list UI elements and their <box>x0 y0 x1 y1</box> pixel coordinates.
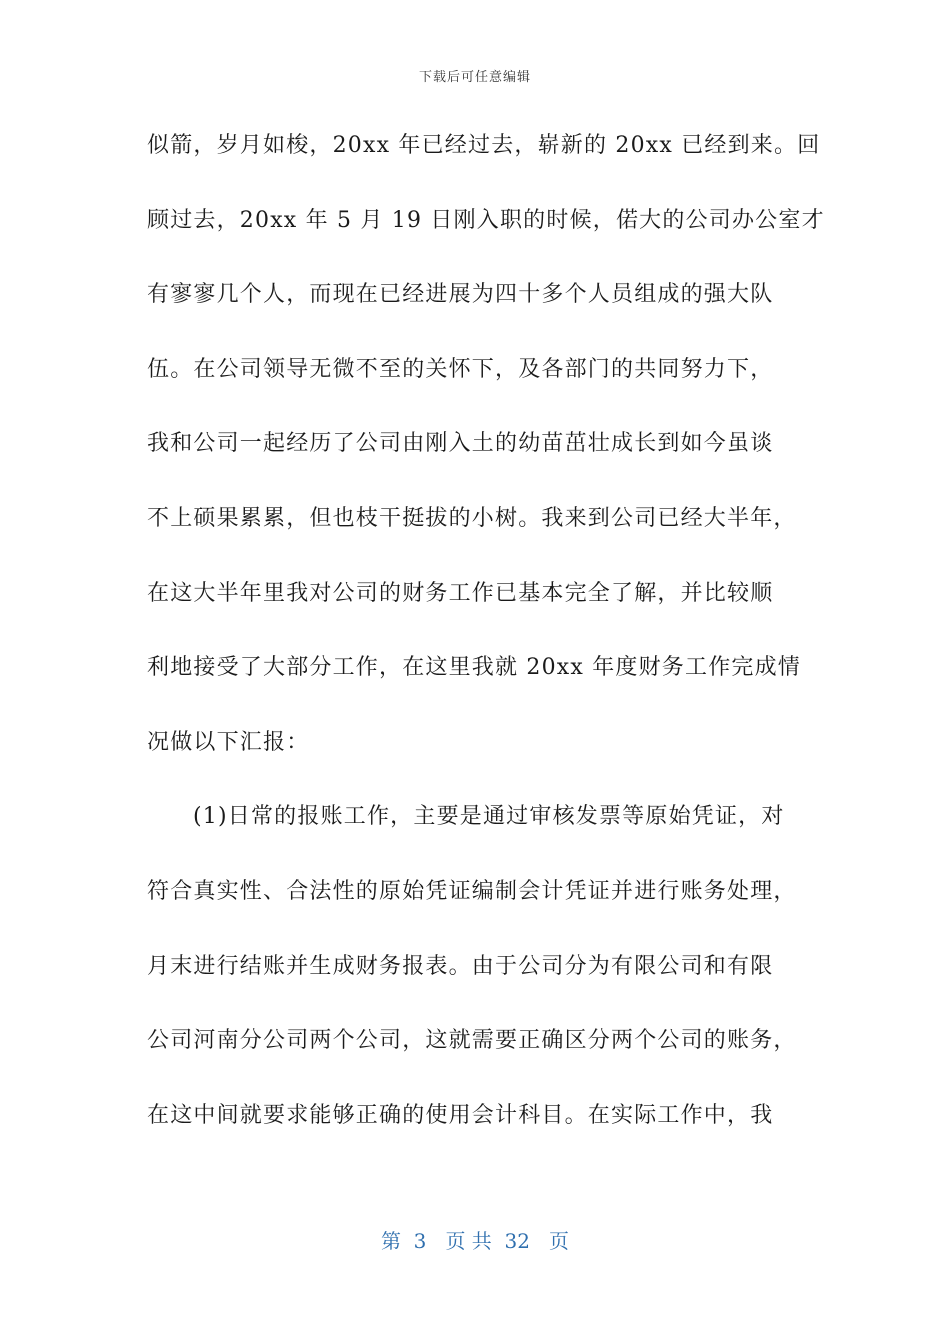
body-line: 利地接受了大部分工作，在这里我就 20xx 年度财务工作完成情 <box>147 655 801 681</box>
body-line: 况做以下汇报： <box>147 729 310 755</box>
body-line: 不上硕果累累，但也枝干挺拔的小树。我来到公司已经大半年， <box>147 505 797 531</box>
body-line: 伍。在公司领导无微不至的关怀下，及各部门的共同努力下， <box>147 356 774 382</box>
body-line: 在这中间就要求能够正确的使用会计科目。在实际工作中，我 <box>147 1102 774 1128</box>
page-footer-pagination: 第 3 页 共 32 页 <box>380 1229 570 1253</box>
body-line: 顾过去，20xx 年 5 月 19 日刚入职的时候，偌大的公司办公室才 <box>147 207 825 233</box>
body-line: 我和公司一起经历了公司由刚入土的幼苗茁壮成长到如今虽谈 <box>147 431 774 457</box>
body-line: 似箭，岁月如梭，20xx 年已经过去，崭新的 20xx 已经到来。回 <box>147 133 821 158</box>
paragraph-start-line: (1)日常的报账工作，主要是通过审核发票等原始凭证，对 <box>193 804 785 830</box>
document-body <box>147 124 825 1168</box>
body-line: 在这大半年里我对公司的财务工作已基本完全了解，并比较顺 <box>147 580 774 606</box>
body-line: 符合真实性、合法性的原始凭证编制会计凭证并进行账务处理， <box>147 878 797 904</box>
page-header: 下载后可任意编辑 <box>418 70 531 85</box>
body-line: 月末进行结账并生成财务报表。由于公司分为有限公司和有限 <box>147 953 774 979</box>
body-line: 有寥寥几个人，而现在已经进展为四十多个人员组成的强大队 <box>147 282 774 308</box>
body-line: 公司河南分公司两个公司，这就需要正确区分两个公司的账务， <box>147 1028 797 1054</box>
